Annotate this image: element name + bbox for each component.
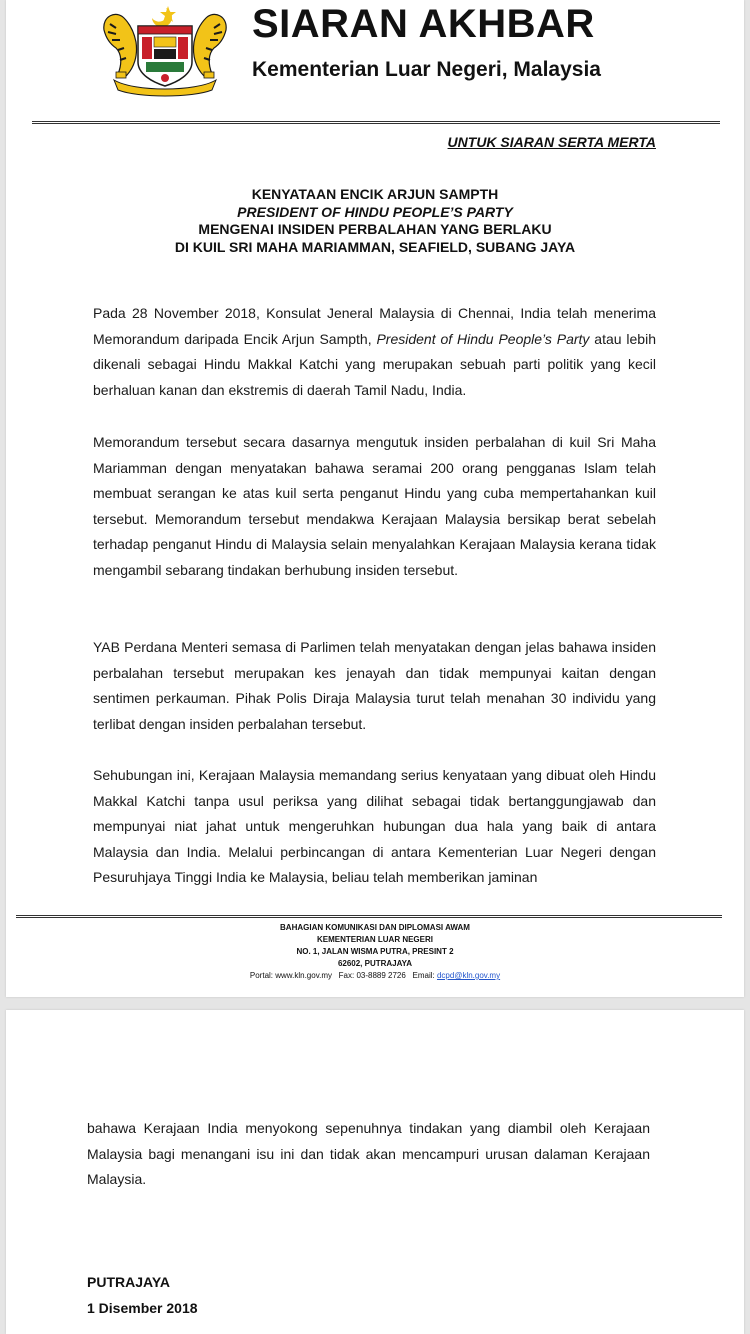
footer-contact xyxy=(6,970,744,982)
footer-fax: Fax: 03-8889 2726 xyxy=(338,971,406,980)
paragraph-1-text-c: atau lebih dikenali sebagai Hindu Makkal Katchi yang merupakan sebuah parti politik yang kecil berhaluan kanan dan ekstremis di daerah Tamil Nadu, India. xyxy=(93,330,656,398)
release-note: UNTUK SIARAN SERTA MERTA xyxy=(447,134,656,150)
footer-divider xyxy=(16,915,722,918)
footer-address-2: 62602, PUTRAJAYA xyxy=(337,959,413,968)
heading-line-3: MENGENAI INSIDEN PERBALAHAN YANG BERLAKU xyxy=(198,221,552,237)
press-release-title: SIARAN AKHBAR xyxy=(252,2,595,46)
heading-line-2: PRESIDENT OF HINDU PEOPLE’S PARTY xyxy=(237,203,513,220)
heading-line-4: DI KUIL SRI MAHA MARIAMMAN, SEAFIELD, SUBANG JAYA xyxy=(174,238,576,255)
footer-ministry: KEMENTERIAN LUAR NEGERI xyxy=(316,935,433,944)
footer-address-1: NO. 1, JALAN WISMA PUTRA, PRESINT 2 xyxy=(296,947,454,956)
signoff-place: PUTRAJAYA xyxy=(87,1274,170,1290)
paragraph-1-party-name: President of Hindu People’s Party xyxy=(376,330,590,347)
paragraph-2-text: Memorandum tersebut secara dasarnya mengutuk insiden perbalahan di kuil Sri Maha Mariamman dengan menyatakan bahawa seramai 200 orang pengganas Islam telah membuat serangan ke atas kuil serta penganut Hindu yang cuba mempertahankan kuil tersebut. Memorandum tersebut mendakwa Kerajaan Malaysia bersikap berat sebelah terhadap penganut Hindu di Malaysia selain menyalahkan Kerajaan Malaysia kerana tidak mengambil sebarang tindakan berhubung insiden tersebut. xyxy=(93,434,656,578)
paragraph-5 xyxy=(87,1116,650,1193)
footer-portal: Portal: www.kln.gov.my xyxy=(249,971,332,980)
paragraph-5-text: bahawa Kerajaan India menyokong sepenuhnya tindakan yang diambil oleh Kerajaan Malaysia bagi menangani isu ini dan tidak akan mencampuri urusan dalaman Kerajaan Malaysia. xyxy=(87,1120,650,1188)
statement-heading xyxy=(6,186,744,256)
signoff-date: 1 Disember 2018 xyxy=(87,1300,198,1316)
paragraph-4 xyxy=(93,763,656,891)
malaysia-coat-of-arms-icon xyxy=(94,2,236,98)
heading-line-1: KENYATAAN ENCIK ARJUN SAMPTH xyxy=(251,186,499,202)
footer-email-label: Email: xyxy=(412,971,435,980)
paragraph-1-text-a: Pada 28 November 2018, Konsulat Jeneral Malaysia di Chennai, India telah menerima Memorandum daripada Encik Arjun Sampth, xyxy=(93,305,656,347)
ministry-name: Kementerian Luar Negeri, Malaysia xyxy=(252,58,601,81)
header-divider xyxy=(32,121,720,124)
paragraph-1 xyxy=(93,301,656,403)
paragraph-3 xyxy=(93,635,656,737)
footer-email-link[interactable]: dcpd@kln.gov.my xyxy=(436,971,501,980)
footer-division: BAHAGIAN KOMUNIKASI DAN DIPLOMASI AWAM xyxy=(280,923,470,932)
paragraph-3-text: YAB Perdana Menteri semasa di Parlimen telah menyatakan dengan jelas bahawa insiden perbalahan tersebut merupakan kes jenayah dan tidak mempunyai kaitan dengan sentimen perkauman. Pihak Polis Diraja Malaysia turut telah menahan 30 individu yang terlibat dengan insiden perbalahan tersebut. xyxy=(93,639,656,732)
document-page-1 xyxy=(6,0,744,997)
paragraph-2 xyxy=(93,430,656,584)
page-footer xyxy=(6,922,744,982)
paragraph-4-text: Sehubungan ini, Kerajaan Malaysia memandang serius kenyataan yang dibuat oleh Hindu Makkal Katchi tanpa usul periksa yang dilihat sebagai tidak bertanggungjawab dan mempunyai niat jahat untuk mengeruhkan hubungan dua hala yang baik di antara Malaysia dan India. Melalui perbincangan di antara Kementerian Luar Negeri dengan Pesuruhjaya Tinggi India ke Malaysia, beliau telah memberikan jaminan xyxy=(93,767,656,886)
